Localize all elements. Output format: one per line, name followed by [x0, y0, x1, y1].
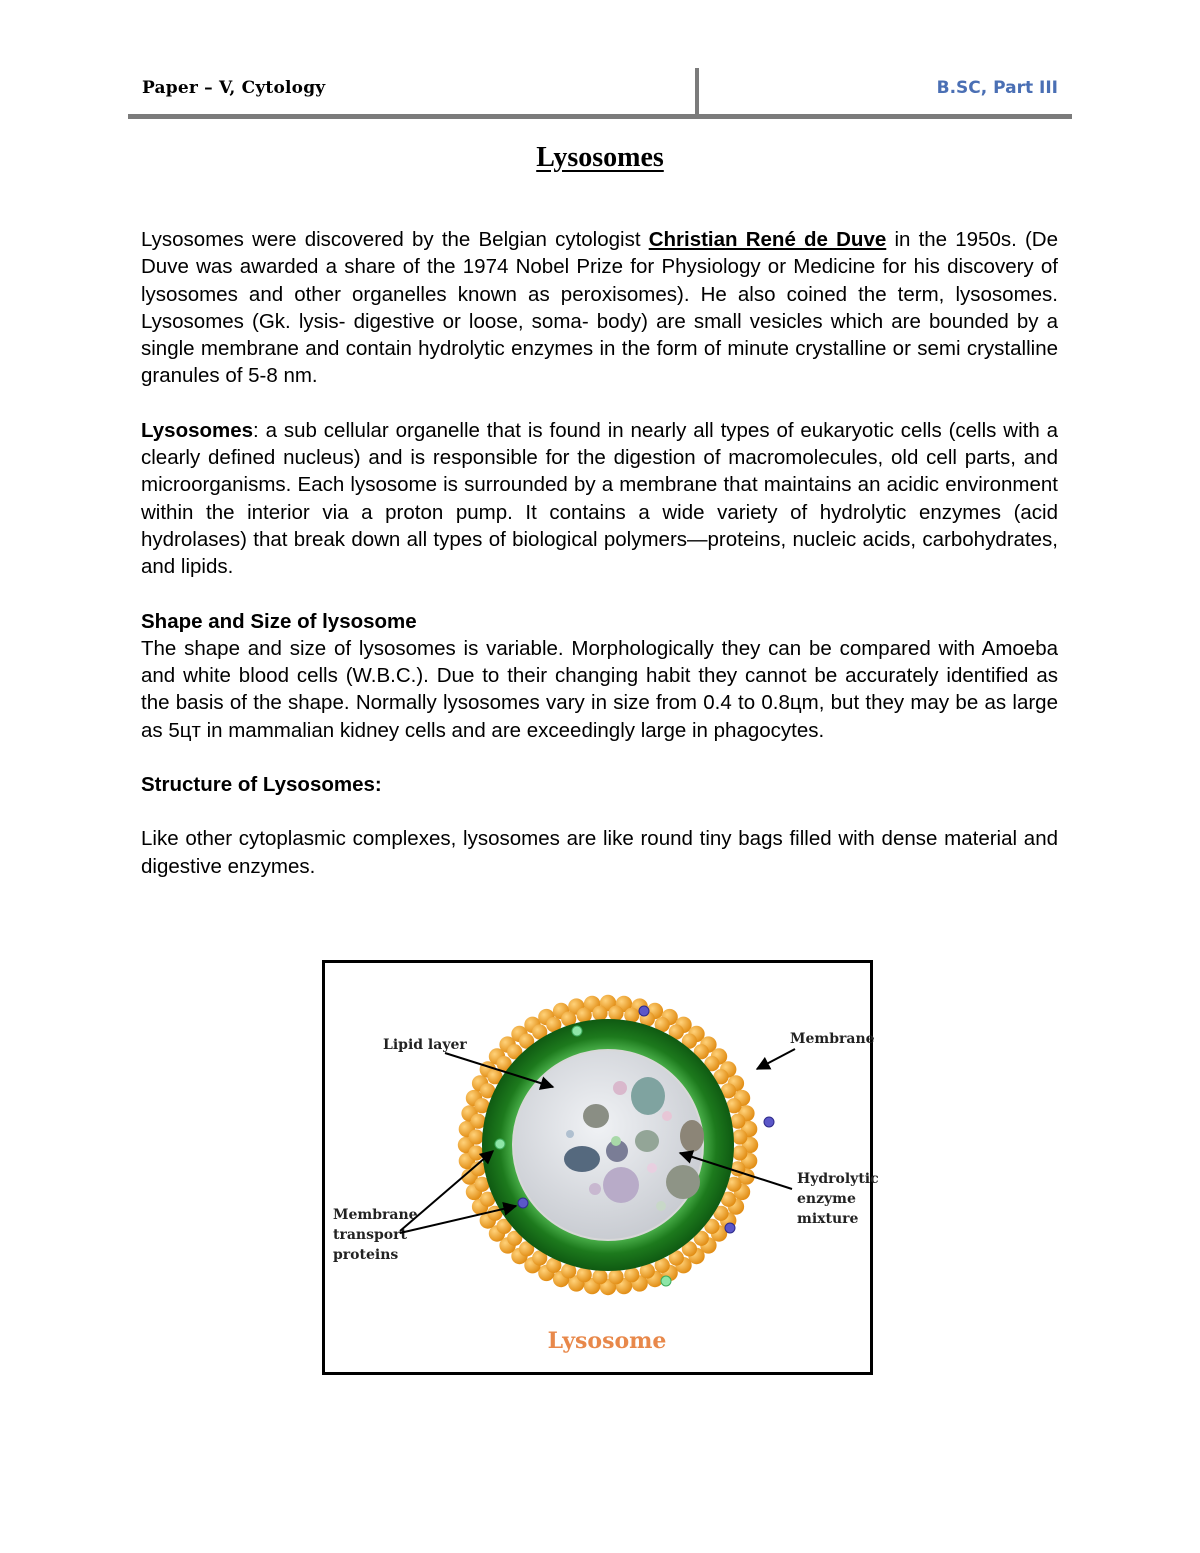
label-transport-line3: proteins — [333, 1247, 399, 1263]
transport-protein — [725, 1223, 735, 1233]
enzyme-granule — [635, 1130, 659, 1152]
lipid-bead — [732, 1145, 747, 1160]
enzyme-granule — [631, 1077, 665, 1115]
lipid-bead — [732, 1129, 747, 1144]
lysosome-diagram — [325, 963, 879, 1372]
shape-paragraph: The shape and size of lysosomes is variable. Morphologically they can be compared with Amoeba and white blood cells (W.B.C.). Due to their changing habit they cannot be accurately identified as the basis of the shape. Normally lysosomes vary in size from 0.4 to 0.8цm, but they may be as large as 5цт in mammalian kidney cells and are exceedingly large in phagocytes. — [141, 636, 1058, 742]
label-membrane: Membrane — [790, 1031, 875, 1047]
transport-protein — [518, 1198, 528, 1208]
structure-heading — [141, 771, 1058, 798]
lysosome-figure — [322, 960, 879, 1375]
enzyme-granule — [613, 1081, 627, 1095]
lipid-bead — [592, 1269, 607, 1284]
page-header — [128, 68, 1072, 120]
lipid-bead — [592, 1006, 607, 1021]
transport-protein — [639, 1006, 649, 1016]
label-transport-line2: transport — [333, 1227, 407, 1243]
transport-protein — [572, 1026, 582, 1036]
header-level: B.SC, Part III — [936, 78, 1058, 98]
enzyme-granule — [589, 1183, 601, 1195]
header-course: Paper – V, Cytology — [142, 78, 326, 98]
page-title: Lysosomes — [536, 142, 664, 173]
definition-text: : a sub cellular organelle that is found in nearly all types of eukaryotic cells (cells with a clearly defined nucleus) and is responsible for the digestion of macromolecules, old cell parts, and microorganisms. Each lysosome is surrounded by a membrane that maintains an acidic environment within the interior via a proton pump. It contains a wide variety of hydrolytic enzymes (acid hydrolases) that break down all types of biological polymers—proteins, nucleic acids, carbohydrates, and lipids. — [141, 418, 1058, 579]
definition-term: Lysosomes — [141, 418, 254, 442]
arrow-membrane — [757, 1049, 795, 1069]
label-lipid-layer: Lipid layer — [383, 1037, 467, 1053]
enzyme-granule — [656, 1201, 666, 1211]
label-hydrolytic-line3: mixture — [797, 1211, 859, 1227]
lipid-bead — [608, 1006, 623, 1021]
transport-protein — [495, 1139, 505, 1149]
figure-caption: Lysosome — [547, 1328, 667, 1354]
structure-paragraph: Like other cytoplasmic complexes, lysosomes are like round tiny bags filled with dense material and digestive enzymes. — [141, 827, 1058, 878]
structure-heading-text: Structure of Lysosomes — [141, 773, 375, 797]
enzyme-granule — [583, 1104, 609, 1128]
discoverer-name: Christian René de Duve — [648, 228, 887, 251]
enzyme-granule — [611, 1136, 621, 1146]
intro-paragraph — [141, 226, 1058, 390]
shape-heading: Shape and Size of lysosome — [141, 609, 417, 633]
enzyme-granule — [666, 1165, 700, 1199]
header-divider — [695, 68, 699, 114]
enzyme-granule — [680, 1120, 704, 1152]
enzyme-granule — [647, 1163, 657, 1173]
structure-heading-colon: : — [374, 773, 382, 797]
lipid-bead — [608, 1269, 623, 1284]
intro-text-end: in the 1950s. (De Duve was awarded a share of the 1974 Nobel Prize for Physiology or Medicine for his discovery of lysosomes and other organelles known as peroxisomes). He also coined the term, lysosomes. Lysosomes (Gk. lysis- digestive or loose, soma- body) are small vesicles which are bounded by a single membrane and contain hydrolytic enzymes in the form of minute crystalline or semi crystalline granules of 5-8 nm. — [141, 228, 1058, 388]
enzyme-granule — [564, 1146, 600, 1172]
definition-paragraph — [141, 417, 1058, 581]
intro-text-start: Lysosomes were discovered by the Belgian cytologist — [141, 228, 649, 251]
enzyme-granule — [603, 1167, 639, 1203]
label-hydrolytic-line1: Hydrolytic — [797, 1171, 879, 1187]
transport-protein — [764, 1117, 774, 1127]
lipid-bead — [469, 1145, 484, 1160]
transport-protein — [661, 1276, 671, 1286]
document-body — [141, 226, 1058, 880]
label-hydrolytic-line2: enzyme — [797, 1191, 856, 1207]
label-transport-line1: Membrane — [333, 1207, 418, 1223]
enzyme-granule — [662, 1111, 672, 1121]
enzyme-granule — [566, 1130, 574, 1138]
header-rule — [128, 114, 1072, 119]
lipid-bead — [469, 1129, 484, 1144]
